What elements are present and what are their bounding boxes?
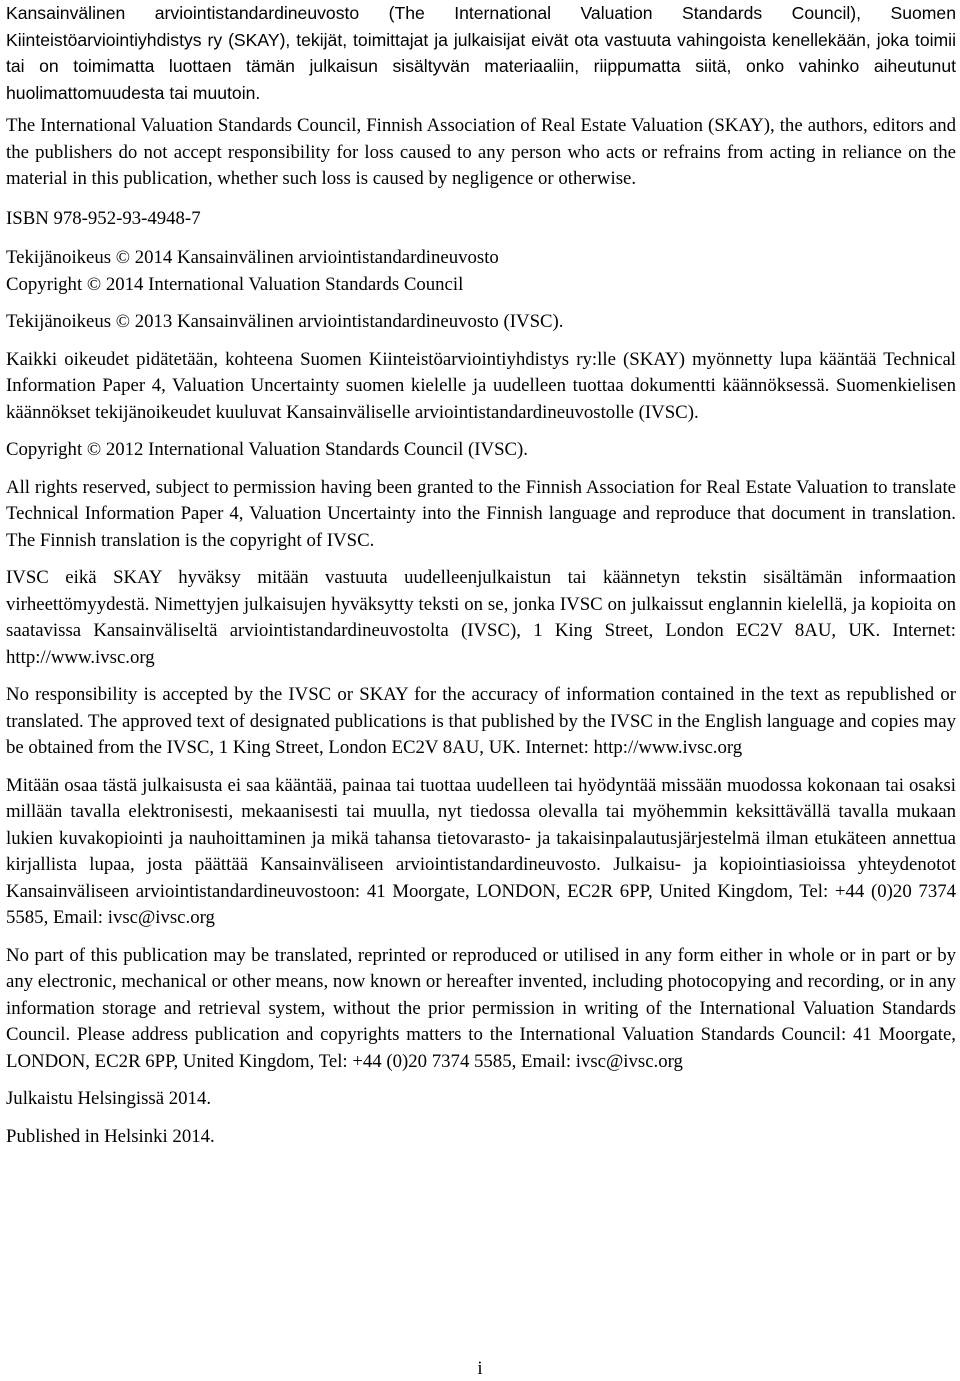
rights-english: All rights reserved, subject to permission having been granted to the Finnish Association for Real Estate Valuation to translate Technical Information Paper 4, Valuation Uncertainty into the Finnish language and reproduce that document in translation. The Finnish translation is the copyright of IVSC. bbox=[6, 476, 956, 551]
disclaimer-english: The International Valuation Standards Council, Finnish Association of Real Estate Valuation (SKAY), the authors, editors and the publishers do not accept responsibility for loss caused to any person who acts or refrains from acting in reliance on the material in this publication, whether such loss is caused by negligence or otherwise. bbox=[6, 115, 956, 189]
published-english: Published in Helsinki 2014. bbox=[6, 1125, 215, 1147]
copyright-finnish-2013: Tekijänoikeus © 2013 Kansainvälinen arviointistandardineuvosto (IVSC). bbox=[6, 311, 564, 332]
page-number: i bbox=[477, 1358, 483, 1379]
isbn: ISBN 978-952-93-4948-7 bbox=[6, 207, 201, 229]
responsibility-english: No responsibility is accepted by the IVSC or SKAY for the accuracy of information contained in the text as republished or translated. The approved text of designated publications is that published by the IVSC in the English language and copies may be obtained from the IVSC, 1 King Street, London EC2V 8AU, UK. Internet: http://www.ivsc.org bbox=[6, 684, 956, 758]
document-page bbox=[6, 0, 956, 1150]
copyright-finnish-2014: Tekijänoikeus © 2014 Kansainvälinen arviointistandardineuvosto bbox=[6, 247, 499, 268]
published-finnish: Julkaistu Helsingissä 2014. bbox=[6, 1088, 212, 1109]
copyright-english-2012: Copyright © 2012 International Valuation Standards Council (IVSC). bbox=[6, 439, 528, 460]
disclaimer-finnish: Kansainvälinen arviointistandardineuvosto (The International Valuation Standards Council), Suomen Kiinteistöarviointiyhdistys ry (SKAY), tekijät, toimittajat ja julkaisijat eivät ota vastuuta vahingoista kenellekään, joka toimii tai on toimimatta luottaen tämän julkaisun sisältyvän materiaaliin, riippumatta siitä, onko vahinko aiheutunut huolimattomuudesta tai muutoin. bbox=[6, 3, 956, 103]
reproduction-english: No part of this publication may be translated, reprinted or reproduced or utilised in any form either in whole or in part or by any electronic, mechanical or other means, now known or hereafter invented, including photocopying and recording, or in any information storage and retrieval system, without the prior permission in writing of the International Valuation Standards Council. Please address publication and copyrights matters to the International Valuation Standards Council: 41 Moorgate, LONDON, EC2R 6PP, United Kingdom, Tel: +44 (0)20 7374 5585, Email: ivsc@ivsc.org bbox=[6, 944, 956, 1072]
reproduction-finnish: Mitään osaa tästä julkaisusta ei saa kääntää, painaa tai tuottaa uudelleen tai hyödyntää missään muodossa kokonaan tai osaksi millään tavalla elektronisesti, mekaanisesti tai muulla, nyt tiedossa olevalla tai myöhemmin keksittävällä tavalla mukaan lukien kuvakopiointi ja nauhoittaminen ja mikä tahansa tietovarasto- ja takaisinpalautusjärjestelmä ilman etukäteen annettua kirjallista lupaa, josta päättää Kansainväliseen arviointistandardineuvosto. Julkaisu- ja kopiointiasioissa yhteydenotot Kansainväliseen arviointistandardineuvostoon: 41 Moorgate, LONDON, EC2R 6PP, United Kingdom, Tel: +44 (0)20 7374 5585, Email: ivsc@ivsc.org bbox=[6, 774, 956, 928]
rights-finnish: Kaikki oikeudet pidätetään, kohteena Suomen Kiinteistöarviointiyhdistys ry:lle (SKAY) myönnetty lupa kääntää Technical Information Paper 4, Valuation Uncertainty suomen kielelle ja uudelleen tuottaa dokumentti käännöksessä. Suomenkielisen käännökset tekijänoikeudet kuuluvat Kansainväliselle arviointistandardineuvostolle (IVSC). bbox=[6, 348, 956, 423]
copyright-english-2014: Copyright © 2014 International Valuation Standards Council bbox=[6, 273, 464, 295]
responsibility-finnish: IVSC eikä SKAY hyväksy mitään vastuuta uudelleenjulkaistun tai käännetyn tekstin sisältämän informaation virheettömyydestä. Nimettyjen julkaisujen hyväksytty teksti on se, jonka IVSC on julkaissut englannin kielellä, ja kopioita on saatavissa Kansainväliseltä arviointistandardineuvostolta (IVSC), 1 King Street, London EC2V 8AU, UK. Internet: http://www.ivsc.org bbox=[6, 567, 956, 668]
